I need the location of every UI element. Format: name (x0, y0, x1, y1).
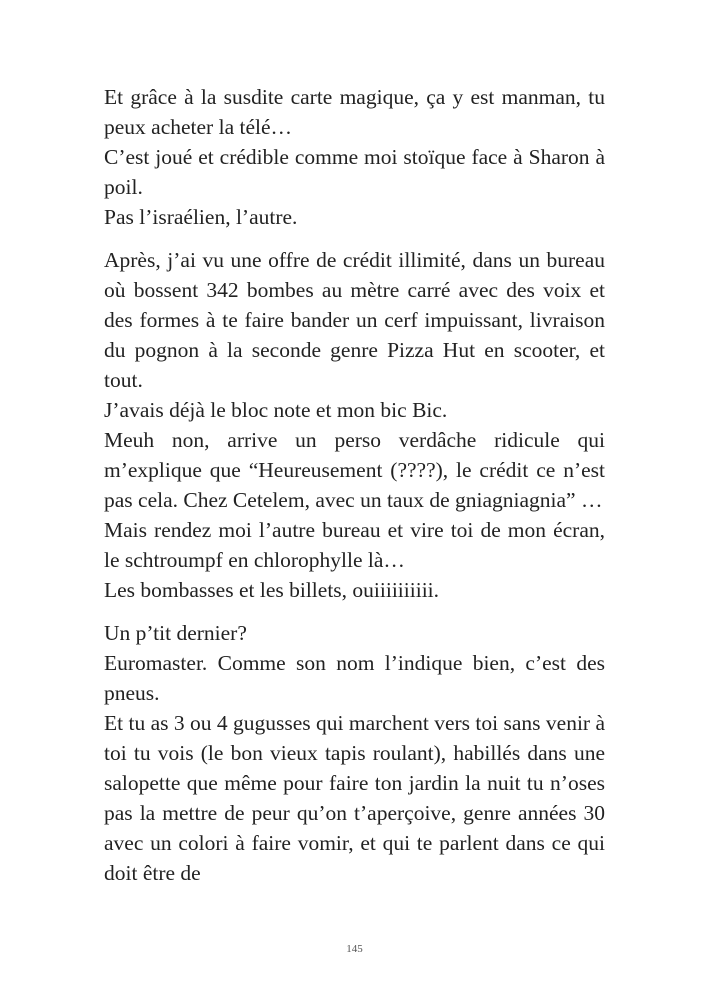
paragraph: J’avais déjà le bloc note et mon bic Bic. (104, 398, 448, 422)
page-number: 145 (346, 943, 363, 955)
paragraph: Un p’tit dernier? (104, 621, 247, 645)
paragraph: Euromaster. Comme son nom l’indique bien, c’est des pneus. (104, 651, 605, 705)
paragraph: Pas l’israélien, l’autre. (104, 205, 298, 229)
paragraph: Et grâce à la susdite carte magique, ça y est manman, tu peux acheter la télé… (104, 85, 605, 139)
paragraph: Meuh non, arrive un perso verdâche ridicule qui m’explique que “Heureusement (????), le crédit ce n’est pas cela. Chez Cetelem, avec un taux de gniagniagnia” … (104, 428, 605, 512)
body-text (104, 82, 605, 888)
paragraph: Mais rendez moi l’autre bureau et vire toi de mon écran, le schtroumpf en chlorophylle là… (104, 518, 605, 572)
paragraph: Les bombasses et les billets, ouiiiiiiiiii. (104, 578, 440, 602)
paragraph: Après, j’ai vu une offre de crédit illimité, dans un bureau où bossent 342 bombes au mètre carré avec des voix et des formes à te faire bander un cerf impuissant, livraison du pognon à la seconde genre Pizza Hut en scooter, et tout. (104, 248, 605, 392)
paragraph: C’est joué et crédible comme moi stoïque face à Sharon à poil. (104, 145, 605, 199)
paragraph: Et tu as 3 ou 4 gugusses qui marchent vers toi sans venir à toi tu vois (le bon vieux tapis roulant), habillés dans une salopette que même pour faire ton jardin la nuit tu n’oses pas la mettre de peur qu’on t’aperçoive, genre années 30 avec un colori à faire vomir, et qui te parlent dans ce qui doit être de (104, 711, 605, 885)
